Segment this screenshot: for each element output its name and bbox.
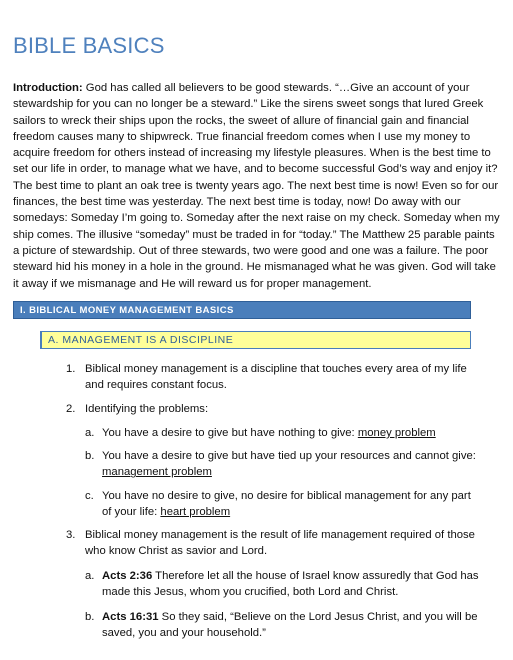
sub-text <box>102 488 482 521</box>
scripture-reference: Acts 2:36 <box>102 570 153 582</box>
sub-text <box>102 425 482 441</box>
list-text: Biblical money management is a discipline that touches every area of my life and requires constant focus. <box>85 363 467 392</box>
sub-letter: c. <box>85 490 94 502</box>
list-text: Biblical money management is the result of life management required of those who know Christ as savior and Lord. <box>85 529 475 558</box>
sub-text <box>102 448 482 481</box>
problem-label: heart problem <box>160 506 231 519</box>
problem-label: management problem <box>102 466 212 479</box>
sub-text-body: You have a desire to give but have nothing to give: <box>102 427 358 439</box>
intro-label: Introduction: <box>13 82 83 94</box>
sub-text <box>102 568 482 601</box>
sub-letter: b. <box>85 450 95 462</box>
sub-letter: a. <box>85 570 95 582</box>
introduction-paragraph <box>13 80 503 292</box>
sub-letter: b. <box>85 611 95 623</box>
list-number: 1. <box>66 363 76 375</box>
sub-text-body: You have a desire to give but have tied up your resources and cannot give: <box>102 450 476 462</box>
page-title: BIBLE BASICS <box>13 33 165 58</box>
scripture-text: Therefore let all the house of Israel know assuredly that God has made this Jesus, whom you crucified, both Lord and Christ. <box>102 570 479 599</box>
intro-text: God has called all believers to be good stewards. “…Give an account of your stewardship for you can no longer be a steward.” Like the sirens sweet songs that lured Greek sailors to wreck their ships upon the rocks, the sweet of allure of financial gain and financial freedom causes many to shipwreck. True financial freedom comes when I use my money to acquire freedom for others instead of increasing my lifestyle pleasures. When is the best time to set our life in order, to manage what we have, and to become successful God’s way and enjoy it? The best time to plant an oak tree is twenty years ago. The next best time is now! Even so for our finances, the best time was yesterday. The next best time is today, now! Do away with our somedays: Someday I’m going to. Someday after the next raise on my check. Someday when my ship comes. The illusive “someday” must be traded in for “today.” The Matthew 25 parable paints a picture of stewardship. Out of three stewards, two were good and one was a failure. The poor steward hid his money in a hole in the ground. He mismanaged what he was given. God will take it away if we mismanage and He will reward us for proper management. <box>13 82 500 290</box>
list-number: 2. <box>66 403 76 415</box>
list-number: 3. <box>66 529 76 541</box>
scripture-text: So they said, “Believe on the Lord Jesus Christ, and you will be saved, you and your household.” <box>102 611 478 640</box>
problem-label: money problem <box>357 427 436 439</box>
sub-letter: a. <box>85 427 95 439</box>
section-heading: I. BIBLICAL MONEY MANAGEMENT BASICS <box>13 301 471 319</box>
list-text: Identifying the problems: <box>85 403 209 415</box>
scripture-reference: Acts 16:31 <box>102 611 159 623</box>
subsection-heading: A. MANAGEMENT IS A DISCIPLINE <box>40 331 471 349</box>
sub-text <box>102 609 482 642</box>
sub-text-body: You have no desire to give, no desire for biblical management for any part of your life: <box>102 490 471 519</box>
